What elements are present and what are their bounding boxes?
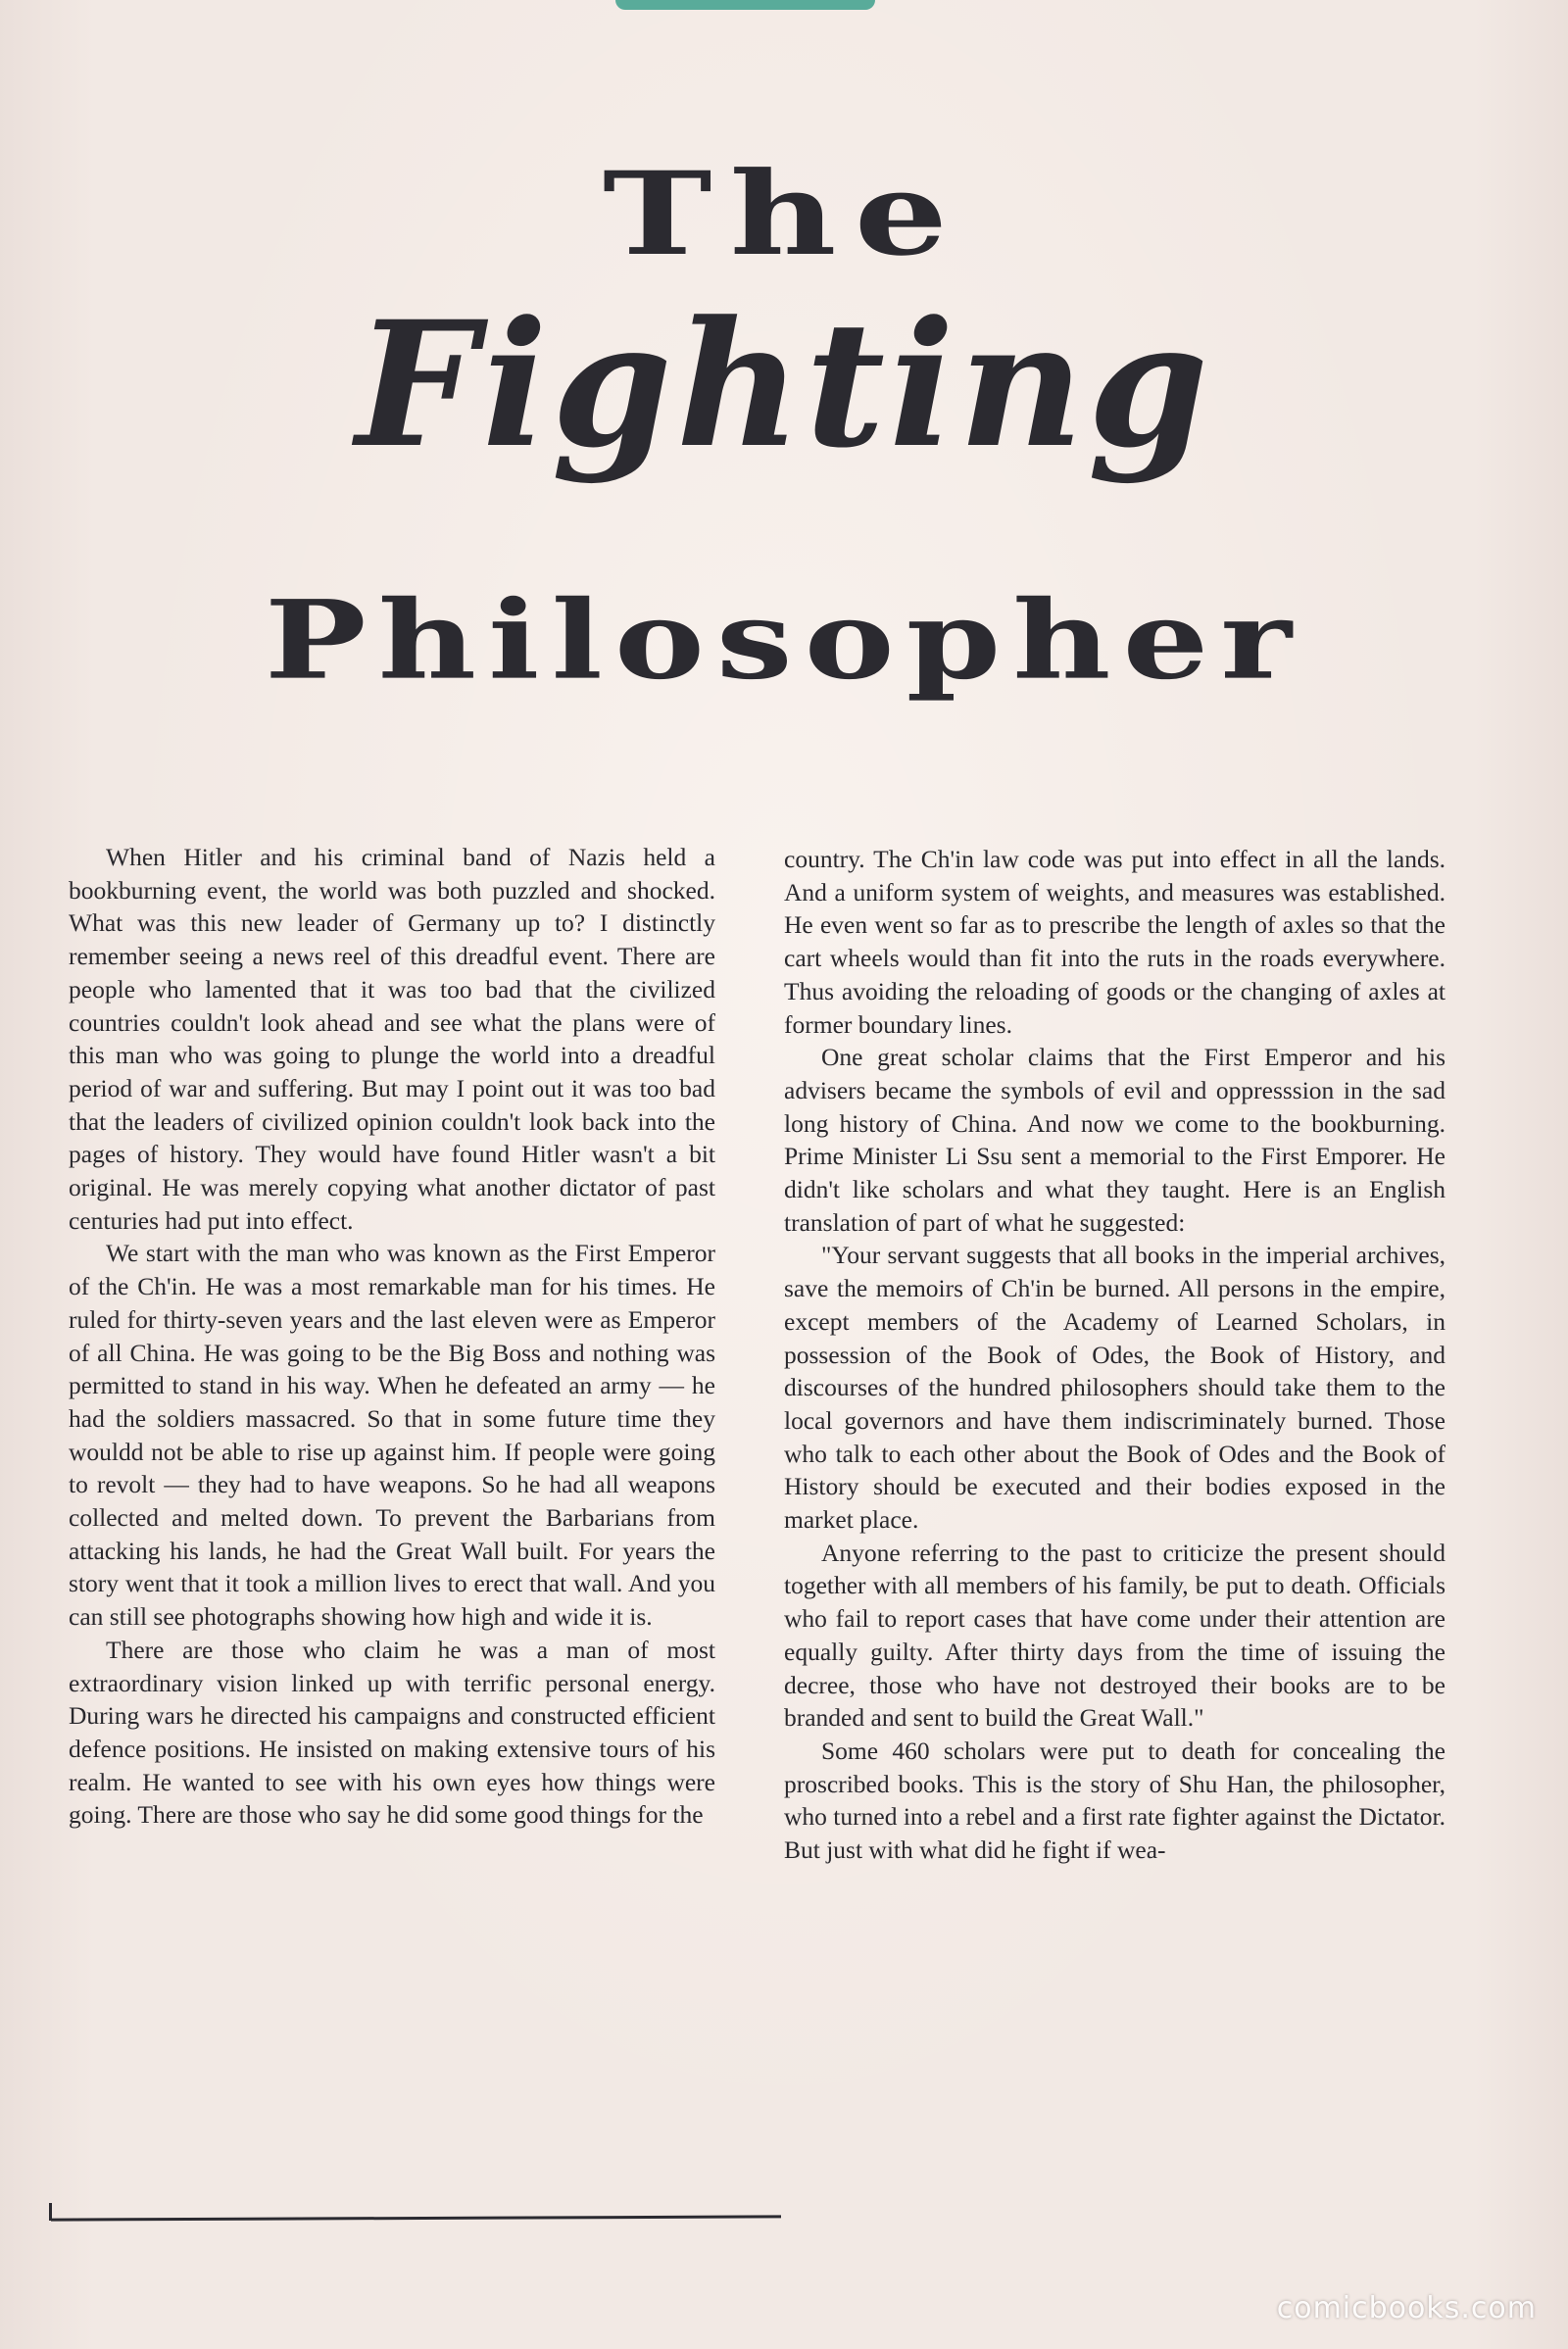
paragraph: country. The Ch'in law code was put into effect in all the lands. And a uniform system of weights, and measures was established. He even went so far as to prescribe the length of axles so that the cart wheels would than fit into the ruts in the roads everywhere. Thus avoiding the reloading of goods or the changing of axles at former boundary lines. (784, 845, 1446, 1039)
top-color-mark (615, 0, 875, 10)
bottom-rule (51, 2215, 781, 2221)
paragraph: When Hitler and his criminal band of Nazis held a bookburning event, the world was both puzzled and shocked. What was this new leader of Germany up to? I distinctly remember seeing a news reel of this dreadful event. There are people who lamented that it was too bad that the civilized countries couldn't look ahead and see what the plans were of this man who was going to plunge the world into a dreadful period of war and suffering. But may I point out it was too bad that the leaders of civilized opinion couldn't look back into the pages of history. They would have found Hitler wasn't a bit original. He was merely copying what another dictator of past centuries had put into effect. (69, 843, 715, 1235)
title-line-the: The (602, 146, 966, 282)
watermark: comicbooks.com (1276, 2291, 1537, 2325)
paragraph: Some 460 scholars were put to death for concealing the proscribed books. This is the story of Shu Han, the philosopher, who turned into a rebel and a first rate fighter against the Dictator. But just with what did he fight if wea- (784, 1736, 1446, 1865)
article-right-column (784, 843, 1446, 1867)
paragraph: There are those who claim he was a man of most extraordinary vision linked up with terrific personal energy. During wars he directed his campaigns and constructed efficient defence positions. He insisted on making extensive tours of his realm. He wanted to see with his own eyes how things were going. There are those who say he did some good things for the (69, 1635, 715, 1830)
article-left-column (69, 841, 715, 1832)
paragraph: "Your servant suggests that all books in the imperial archives, save the memoirs of Ch'in be burned. All persons in the empire, except members of the Academy of Learned Scholars, in possession of the Book of Odes, the Book of History, and discourses of the hundred philosophers should take them to the local governors and have them indiscriminately burned. Those who talk to each other about the Book of Odes and the Book of History should be executed and their bodies exposed in the market place. (784, 1241, 1446, 1535)
paragraph: Anyone referring to the past to criticize the present should together with all members of his family, be put to death. Officials who fail to report cases that have come under their attention are equally guilty. After thirty days from the time of issuing the decree, those who have not destroyed their books are to be branded and sent to build the Great Wall." (784, 1538, 1446, 1733)
paragraph: One great scholar claims that the First Emperor and his advisers became the symbols of evil and oppresssion in the sad long history of China. And now we come to the bookburning. Prime Minister Li Ssu sent a memorial to the First Emporer. He didn't like scholars and what they taught. Here is an English translation of part of what he suggested: (784, 1043, 1446, 1237)
title-line-philosopher: Philosopher (264, 575, 1304, 704)
paragraph: We start with the man who was known as the First Emperor of the Ch'in. He was a most remarkable man for his times. He ruled for thirty-seven years and the last eleven were as Emperor of all China. He was going to be the Big Boss and nothing was permitted to stand in his way. When he defeated an army — he had the soldiers massacred. So that in some future time they wouldd not be able to rise up against him. If people were going to revolt — they had to have weapons. So he had all weapons collected and melted down. To prevent the Barbarians from attacking his lands, he had the Great Wall built. For years the story went that it took a million lives to erect that wall. And you can still see photographs showing how high and wide it is. (69, 1239, 715, 1632)
title-line-fighting: Fighting (355, 283, 1212, 486)
